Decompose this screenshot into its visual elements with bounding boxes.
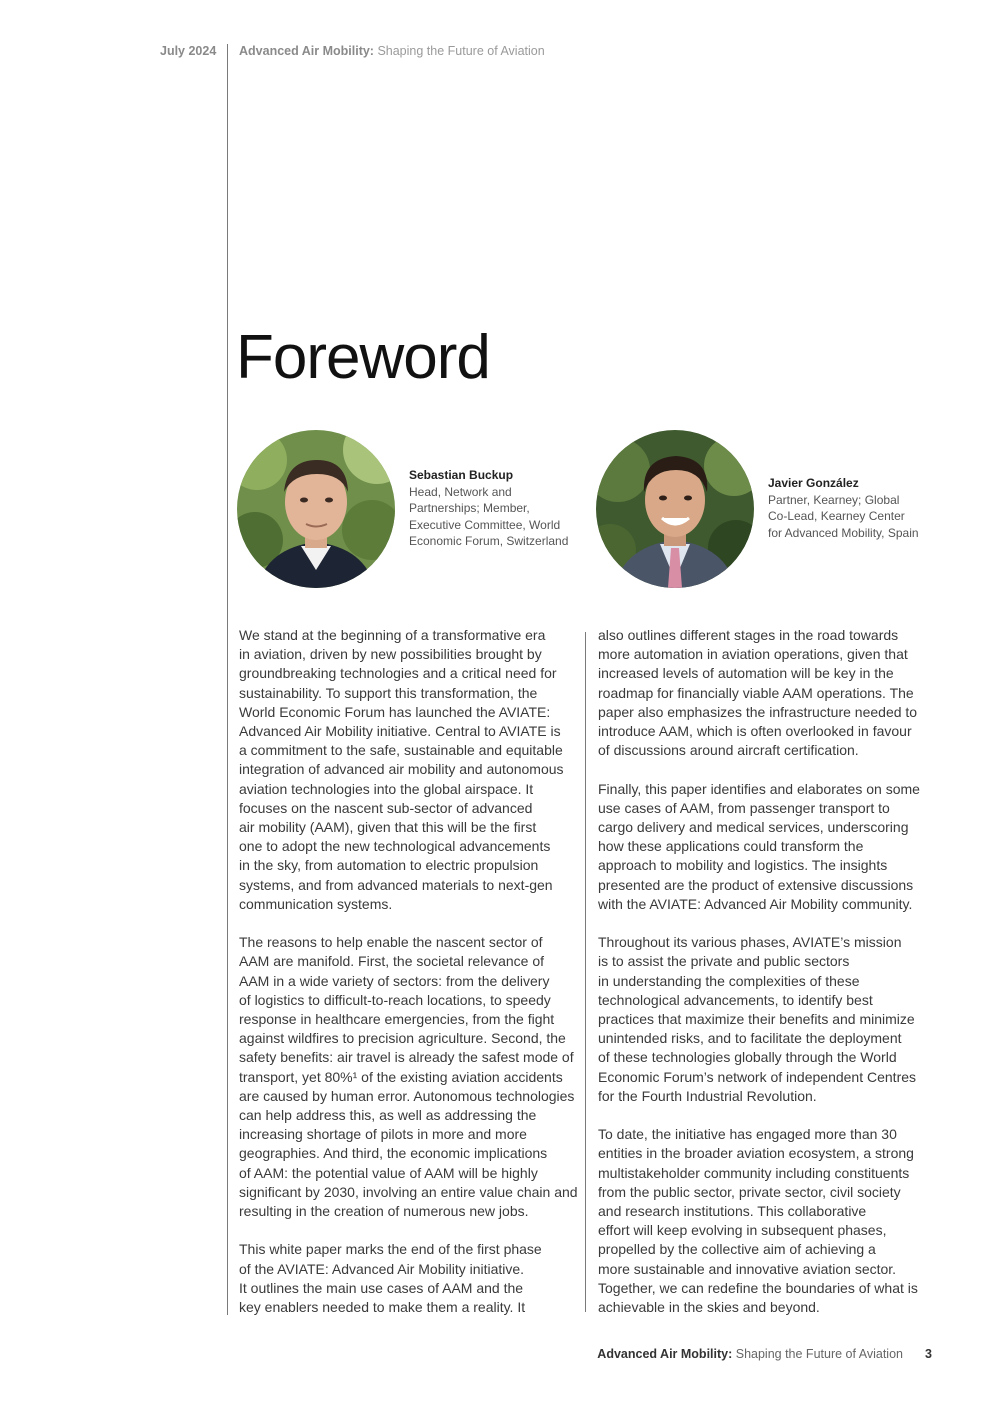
body-line: Advanced Air Mobility initiative. Central to AVIATE is [239,723,561,740]
page-number: 3 [925,1347,932,1361]
body-line: in understanding the complexities of these [598,972,860,989]
body-line: air mobility (AAM), given that this will be the first [239,819,537,836]
header-date: July 2024 [160,44,217,58]
body-line: The reasons to help enable the nascent sector of [239,934,543,951]
body-column-left [239,626,579,1317]
author-role-line: Co-Lead, Kearney Center [768,509,905,524]
author-bio-buckup [409,467,579,550]
body-line: focuses on the nascent sub-sector of advanced [239,799,533,816]
footer-title [597,1347,903,1361]
body-line: in the sky, from automation to electric propulsion [239,857,539,874]
body-column-right [598,626,938,1317]
body-paragraph [239,933,579,1221]
body-line: effort will keep evolving in subsequent phases, [598,1222,887,1239]
body-line: for the Fourth Industrial Revolution. [598,1087,817,1104]
body-line: roadmap for financially viable AAM operations. The [598,684,914,701]
author-role-line: Partner, Kearney; Global [768,492,900,507]
body-paragraph [598,1125,938,1317]
body-line: of logistics to difficult-to-reach locations, to speedy [239,991,551,1008]
body-line: systems, and from advanced materials to next-gen [239,876,553,893]
body-line: World Economic Forum has launched the AVIATE: [239,703,551,720]
body-line: from the public sector, private sector, civil society [598,1183,901,1200]
body-line: introduce AAM, which is often overlooked in favour [598,723,912,740]
body-line: aviation technologies into the global airspace. It [239,780,534,797]
body-line: and research institutions. This collaborative [598,1203,867,1220]
body-line: AAM in a wide variety of sectors: from the delivery [239,972,550,989]
body-paragraph [239,626,579,914]
body-line: Finally, this paper identifies and elaborates on some [598,780,920,797]
author-name: Javier González [768,476,859,490]
body-line: practices that maximize their benefits and minimize [598,1011,915,1028]
author-photo-gonzalez [596,430,754,588]
body-line: against wildfires to precision agriculture. Second, the [239,1030,566,1047]
body-line: safety benefits: air travel is already the safest mode of [239,1049,574,1066]
body-line: cargo delivery and medical services, underscoring [598,819,909,836]
body-line: increased levels of automation will be key in the [598,665,894,682]
body-line: technological advancements, to identify best [598,991,873,1008]
body-paragraph [598,933,938,1106]
body-line: in aviation, driven by new possibilities brought by [239,646,542,663]
body-line: of these technologies globally through the World [598,1049,897,1066]
column-rule [585,632,586,1312]
body-line: use cases of AAM, from passenger transport to [598,799,890,816]
body-line: more sustainable and innovative aviation sector. [598,1260,897,1277]
body-line: multistakeholder community including constituents [598,1164,910,1181]
header-title-bold: Advanced Air Mobility: [239,44,374,58]
body-line: presented are the product of extensive discussions [598,876,914,893]
body-line: entities in the broader aviation ecosystem, a strong [598,1145,914,1162]
body-line: sustainability. To support this transformation, the [239,684,538,701]
body-line: paper also emphasizes the infrastructure needed to [598,703,918,720]
body-paragraph [598,780,938,914]
author-photo-buckup [237,430,395,588]
body-line: of the AVIATE: Advanced Air Mobility initiative. [239,1260,525,1277]
body-line: also outlines different stages in the road towards [598,627,899,643]
body-line: key enablers needed to make them a reality. It [239,1299,526,1316]
author-role-line: Partnerships; Member, [409,501,530,516]
body-line: one to adopt the new technological advancements [239,838,551,855]
body-paragraph [239,1240,579,1317]
body-line: with the AVIATE: Advanced Air Mobility community. [598,895,913,912]
author-role-line: Head, Network and [409,484,512,499]
body-line: resulting in the creation of numerous new jobs. [239,1203,529,1220]
body-line: Throughout its various phases, AVIATE’s mission [598,934,902,951]
body-line: is to assist the private and public sectors [598,953,850,970]
footer-title-bold: Advanced Air Mobility: [597,1347,733,1361]
page-title: Foreword [236,323,490,392]
body-line: increasing shortage of pilots in more and more [239,1126,527,1143]
body-line: of AAM: the potential value of AAM will be highly [239,1164,538,1181]
body-line: can help address this, as well as addressing the [239,1107,537,1124]
body-line: approach to mobility and logistics. The insights [598,857,888,874]
body-line: integration of advanced air mobility and autonomous [239,761,564,778]
body-line: Economic Forum’s network of independent Centres [598,1068,917,1085]
author-role-line: Economic Forum, Switzerland [409,534,569,549]
header-title [239,44,545,58]
body-line: more automation in aviation operations, given that [598,646,908,663]
header-title-rest: Shaping the Future of Aviation [373,44,545,58]
body-line: unintended risks, and to facilitate the deployment [598,1030,902,1047]
body-line: Together, we can redefine the boundaries of what is [598,1279,918,1296]
body-line: communication systems. [239,895,393,912]
margin-rule [227,44,228,1315]
body-line: are caused by human error. Autonomous technologies [239,1087,575,1104]
body-line: significant by 2030, involving an entire value chain and [239,1183,578,1200]
body-line: response in healthcare emergencies, from the fight [239,1011,555,1028]
body-line: of discussions around aircraft certification. [598,742,859,759]
body-line: We stand at the beginning of a transformative era [239,627,546,643]
body-line: achievable in the skies and beyond. [598,1299,820,1316]
body-line: AAM are manifold. First, the societal relevance of [239,953,545,970]
body-line: It outlines the main use cases of AAM and the [239,1279,524,1296]
author-bio-gonzalez [768,475,938,541]
body-line: groundbreaking technologies and a critical need for [239,665,557,682]
author-role-line: for Advanced Mobility, Spain [768,525,919,540]
footer-title-rest: Shaping the Future of Aviation [732,1347,903,1361]
author-name: Sebastian Buckup [409,468,514,482]
body-paragraph [598,626,938,760]
body-line: propelled by the collective aim of achieving a [598,1241,876,1258]
body-line: transport, yet 80%¹ of the existing aviation accidents [239,1068,563,1085]
body-line: how these applications could transform the [598,838,864,855]
body-line: geographies. And third, the economic implications [239,1145,548,1162]
body-line: To date, the initiative has engaged more than 30 [598,1126,897,1143]
body-line: This white paper marks the end of the first phase [239,1241,542,1258]
body-line: a commitment to the safe, sustainable and equitable [239,742,563,759]
author-role-line: Executive Committee, World [409,517,561,532]
